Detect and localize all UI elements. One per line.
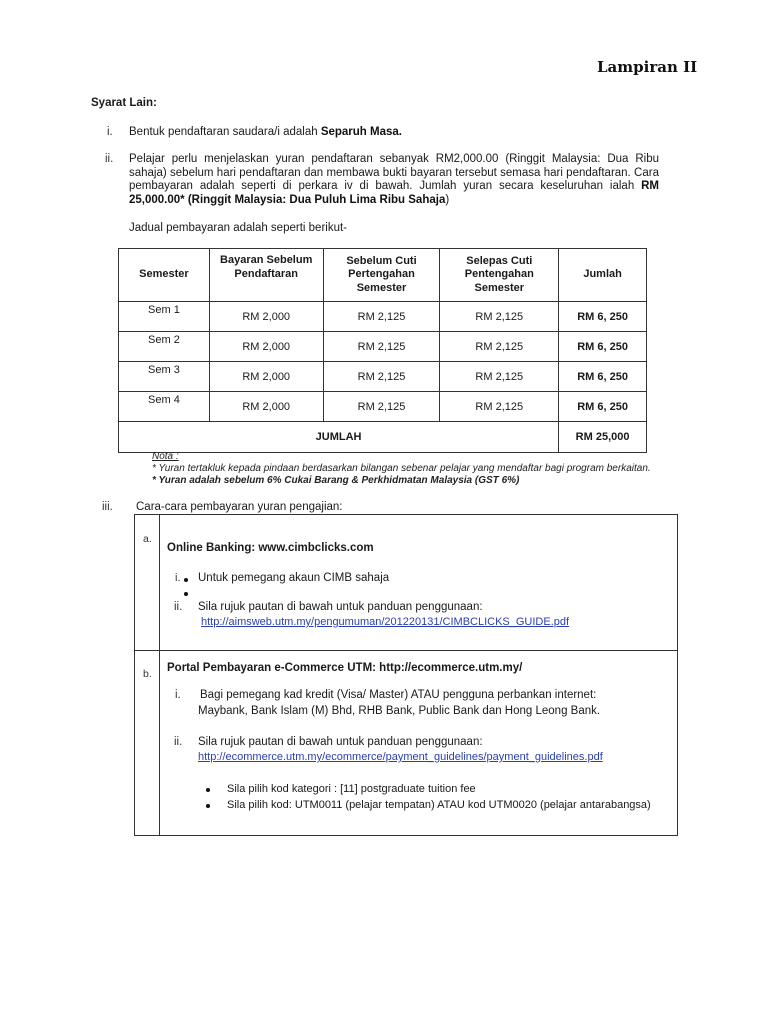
fee-schedule-table: [118, 248, 647, 453]
option-b-i-line-2: Maybank, Bank Islam (M) Bhd, RHB Bank, Public Bank dan Hong Leong Bank.: [198, 705, 601, 717]
cell-after-midsem: RM 2,125: [440, 332, 559, 362]
col-header-before-registration: Bayaran Sebelum Pendaftaran: [209, 249, 323, 302]
cell-before-midsem: RM 2,125: [323, 362, 440, 392]
bullet-icon: [206, 804, 210, 808]
fee-notes: [152, 451, 651, 487]
option-a-i-number: i.: [175, 572, 181, 584]
item-i-body: Bentuk pendaftaran saudara/i adalah: [129, 126, 321, 138]
cell-total: RM 6, 250: [559, 332, 647, 362]
item-iii-text: Cara-cara pembayaran yuran pengajian:: [136, 501, 343, 513]
section-heading: Syarat Lain:: [91, 97, 157, 109]
option-b-title: Portal Pembayaran e-Commerce UTM: http://ecommerce.utm.my/: [167, 662, 523, 674]
option-b-bullet-2: Sila pilih kod: UTM0011 (pelajar tempatan) ATAU kod UTM0020 (pelajar antarabangsa): [227, 799, 651, 811]
nota-label: Nota :: [152, 451, 179, 462]
ecommerce-guidelines-link[interactable]: http://ecommerce.utm.my/ecommerce/payment_guidelines/payment_guidelines.pdf: [198, 751, 603, 763]
option-b-i-number: i.: [175, 689, 181, 701]
nota-line-1: * Yuran tertakluk kepada pindaan berdasarkan bilangan sebenar pelajar yang mendaftar bagi program berkaitan.: [152, 463, 651, 474]
cell-total: RM 6, 250: [559, 392, 647, 422]
col-header-before-midsem: Sebelum Cuti Pertengahan Semester: [323, 249, 440, 302]
table-row: [119, 302, 647, 332]
bullet-icon: [184, 592, 188, 596]
option-b-letter: b.: [143, 668, 152, 680]
cimbclicks-guide-link[interactable]: http://aimsweb.utm.my/pengumuman/201220131/CIMBCLICKS_GUIDE.pdf: [201, 616, 570, 628]
bullet-icon: [184, 578, 188, 582]
table-row: [119, 362, 647, 392]
option-a-ii-number: ii.: [174, 601, 183, 613]
item-ii-bold: RM 25,000.00* (Ringgit Malaysia: Dua Puluh Lima Ribu Sahaja: [129, 180, 659, 206]
cell-semester: Sem 3: [119, 362, 210, 392]
item-ii-tail: ): [445, 193, 450, 206]
page-title: Lampiran II: [597, 58, 698, 76]
schedule-intro: Jadual pembayaran adalah seperti berikut-: [129, 222, 347, 234]
item-ii-body: Pelajar perlu menjelaskan yuran pendaftaran sebanyak RM2,000.00 (Ringgit Malaysia: Dua Ribu sahaja) sebelum hari pendaftaran dan membawa bukti bayaran tersebut semasa hari pendaftaran. Cara pembayaran adalah seperti di perkara iv di bawah. Jumlah yuran secara keseluruhan ialah: [129, 153, 659, 192]
cell-after-midsem: RM 2,125: [440, 362, 559, 392]
cell-semester: Sem 2: [119, 332, 210, 362]
table-header-row: [119, 249, 647, 302]
total-value: RM 25,000: [559, 422, 647, 453]
table-row: [119, 332, 647, 362]
cell-before-registration: RM 2,000: [209, 362, 323, 392]
cell-before-registration: RM 2,000: [209, 302, 323, 332]
cell-before-registration: RM 2,000: [209, 332, 323, 362]
total-label: JUMLAH: [119, 422, 559, 453]
option-b-i-line-1: Bagi pemegang kad kredit (Visa/ Master) ATAU pengguna perbankan internet:: [200, 689, 597, 701]
bullet-icon: [206, 788, 210, 792]
nota-line-2: * Yuran adalah sebelum 6% Cukai Barang & Perkhidmatan Malaysia (GST 6%): [152, 475, 520, 486]
item-ii-text: [129, 153, 659, 207]
item-i-text: [129, 126, 402, 138]
cell-after-midsem: RM 2,125: [440, 302, 559, 332]
option-a-i-text: Untuk pemegang akaun CIMB sahaja: [198, 572, 390, 584]
item-i-bold: Separuh Masa.: [320, 126, 402, 138]
cell-semester: Sem 4: [119, 392, 210, 422]
option-b-bullet-1: Sila pilih kod kategori : [11] postgraduate tuition fee: [227, 783, 476, 795]
table-row: [119, 392, 647, 422]
option-b-ii-number: ii.: [174, 736, 183, 748]
table-total-row: [119, 422, 647, 453]
item-number-ii: ii.: [105, 153, 114, 165]
cell-before-midsem: RM 2,125: [323, 392, 440, 422]
option-a-ii-text: Sila rujuk pautan di bawah untuk panduan penggunaan:: [198, 601, 483, 613]
cell-before-registration: RM 2,000: [209, 392, 323, 422]
payment-methods-box: [134, 514, 678, 836]
option-b-ii-text: Sila rujuk pautan di bawah untuk panduan penggunaan:: [198, 736, 483, 748]
cell-total: RM 6, 250: [559, 302, 647, 332]
cell-total: RM 6, 250: [559, 362, 647, 392]
row-divider: [135, 650, 677, 651]
item-number-iii: iii.: [102, 501, 113, 513]
column-divider: [159, 515, 160, 835]
col-header-semester: Semester: [119, 249, 210, 302]
cell-before-midsem: RM 2,125: [323, 332, 440, 362]
col-header-total: Jumlah: [559, 249, 647, 302]
option-a-title: Online Banking: www.cimbclicks.com: [167, 542, 374, 554]
col-header-after-midsem: Selepas Cuti Pentengahan Semester: [440, 249, 559, 302]
cell-after-midsem: RM 2,125: [440, 392, 559, 422]
cell-semester: Sem 1: [119, 302, 210, 332]
cell-before-midsem: RM 2,125: [323, 302, 440, 332]
option-a-letter: a.: [143, 533, 152, 545]
item-number-i: i.: [107, 126, 113, 138]
